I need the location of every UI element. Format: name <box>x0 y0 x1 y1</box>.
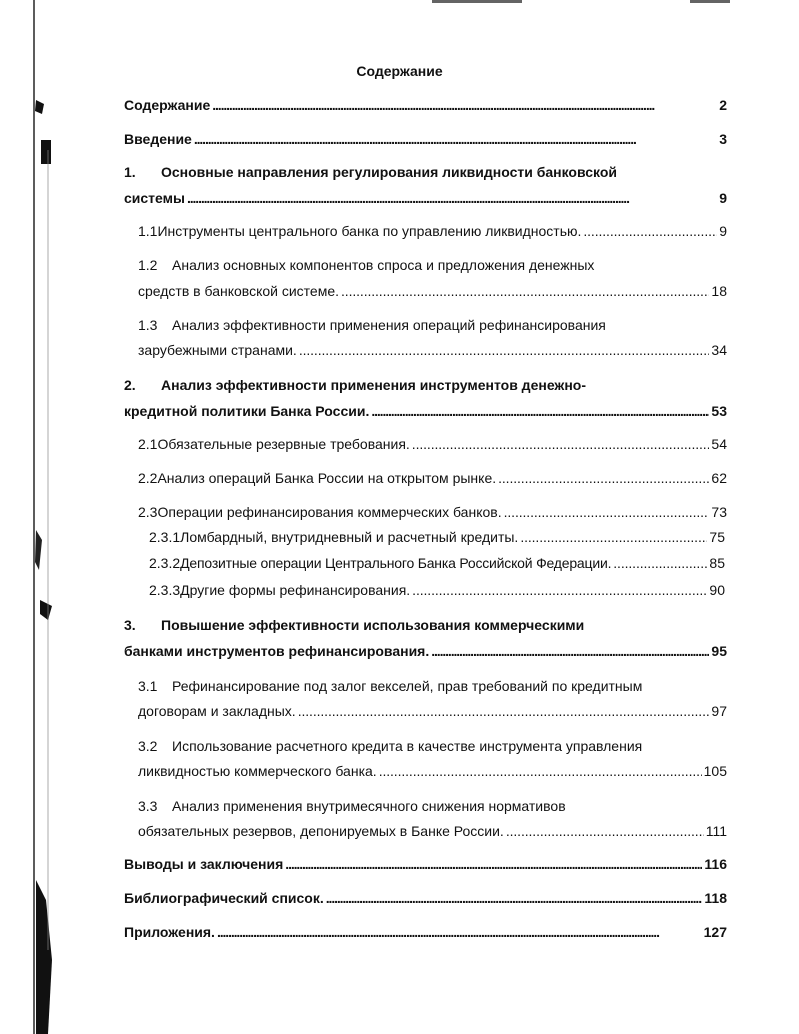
toc-entry-3-3-line1[interactable]: Анализ применения внутримесячного снижения нормативов <box>172 798 566 814</box>
leader-dots <box>285 855 702 873</box>
toc-entry-3-3-number: 3.3 <box>138 798 158 814</box>
toc-entry-text: Обязательные резервные требования. <box>157 436 410 452</box>
toc-page-number: 90 <box>709 582 725 598</box>
page-title: Содержание <box>356 63 443 79</box>
toc-page-number: 116 <box>704 856 727 872</box>
leader-dots <box>504 503 710 521</box>
scan-top-mark <box>432 0 522 3</box>
toc-entry-appendices[interactable] <box>124 923 727 941</box>
toc-entry-3-1[interactable] <box>138 702 727 720</box>
toc-entry-text: обязательных резервов, депонируемых в Банке России. <box>138 823 504 839</box>
toc-entry-3-2-number: 3.2 <box>138 738 158 754</box>
toc-entry-number: 2.3.1 <box>149 529 181 545</box>
toc-entry-1-2-number: 1.2 <box>138 257 158 273</box>
toc-entry-text: кредитной политики Банка России. <box>124 403 370 419</box>
leader-dots <box>194 130 717 148</box>
leader-dots <box>326 889 703 907</box>
toc-entry-3-1-line1[interactable]: Рефинансирование под залог векселей, прав требований по кредитным <box>172 678 643 694</box>
toc-page-number: 9 <box>719 223 727 239</box>
toc-entry-text: Инструменты центрального банка по управлению ликвидностью. <box>157 223 582 239</box>
toc-entry-3-3[interactable] <box>138 822 727 840</box>
toc-page-number: 111 <box>705 823 727 839</box>
toc-entry-text: Приложения. <box>124 924 215 940</box>
toc-page-number: 85 <box>709 555 725 571</box>
toc-entry-3-2-line1[interactable]: Использование расчетного кредита в качестве инструмента управления <box>172 738 643 754</box>
toc-entry-2-number: 2. <box>124 377 136 393</box>
toc-entry-text: Введение <box>124 131 192 147</box>
toc-entry-3-1-number: 3.1 <box>138 678 158 694</box>
toc-entry-2-line1[interactable]: Анализ эффективности применения инструментов денежно- <box>161 377 587 393</box>
toc-entry-2-3[interactable] <box>138 503 727 521</box>
toc-entry-1-3[interactable] <box>138 341 727 359</box>
toc-entry-1-1[interactable] <box>138 222 727 240</box>
toc-page-number: 2 <box>719 97 727 113</box>
toc-entry-number: 2.3.2 <box>149 555 181 571</box>
toc-entry-3-line1[interactable]: Повышение эффективности использования коммерческими <box>161 617 585 633</box>
toc-entry-text: ликвидностью коммерческого банка. <box>138 763 377 779</box>
toc-page-number: 73 <box>711 504 727 520</box>
toc-entry-2-3-1[interactable] <box>149 528 725 546</box>
toc-entry-contents[interactable] <box>124 96 727 114</box>
toc-entry-1-3-line1[interactable]: Анализ эффективности применения операций рефинансирования <box>172 317 606 333</box>
leader-dots <box>371 402 709 420</box>
toc-entry-text: Анализ операций Банка России на открытом рынке. <box>157 470 497 486</box>
toc-page-number: 18 <box>711 283 727 299</box>
toc-page-number: 9 <box>719 190 727 206</box>
leader-dots <box>341 282 709 300</box>
toc-page-number: 105 <box>703 763 727 779</box>
leader-dots <box>520 528 707 546</box>
toc-entry-2-3-2[interactable] <box>149 554 725 572</box>
leader-dots <box>506 822 704 840</box>
toc-entry-bibliography[interactable] <box>124 889 727 907</box>
toc-page-number: 3 <box>719 131 727 147</box>
toc-page-number: 62 <box>711 470 727 486</box>
leader-dots <box>187 189 717 207</box>
toc-entry-text: банками инструментов рефинансирования. <box>124 643 430 659</box>
toc-entry-2[interactable] <box>124 402 727 420</box>
scan-top-mark <box>690 0 730 3</box>
toc-entry-number: 1.1 <box>138 223 158 239</box>
toc-entry-text: Депозитные операции Центрального Банка Российской Федерации. <box>180 555 612 571</box>
toc-entry-number: 2.3 <box>138 504 158 520</box>
toc-entry-3[interactable] <box>124 642 727 660</box>
leader-dots <box>299 341 710 359</box>
toc-entry-1[interactable] <box>124 189 727 207</box>
toc-entry-text: системы <box>124 190 185 206</box>
toc-page-number: 118 <box>704 890 727 906</box>
toc-entry-text: средств в банковской системе. <box>138 283 340 299</box>
toc-entry-number: 2.1 <box>138 436 158 452</box>
toc-entry-2-1[interactable] <box>138 435 727 453</box>
scan-edge-artifacts <box>0 0 70 1034</box>
toc-entry-1-3-number: 1.3 <box>138 317 158 333</box>
leader-dots <box>613 554 707 572</box>
toc-entry-number: 2.3.3 <box>149 582 181 598</box>
leader-dots <box>217 923 702 941</box>
toc-page-number: 75 <box>709 529 725 545</box>
toc-entry-introduction[interactable] <box>124 130 727 148</box>
toc-entry-1-2-line1[interactable]: Анализ основных компонентов спроса и предложения денежных <box>172 257 595 273</box>
leader-dots <box>431 642 709 660</box>
toc-entry-text: Операции рефинансирования коммерческих банков. <box>157 504 502 520</box>
toc-entry-text: Библиографический список. <box>124 890 324 906</box>
toc-entry-text: Ломбардный, внутридневный и расчетный кредиты. <box>180 529 519 545</box>
toc-page-number: 53 <box>711 403 727 419</box>
toc-entry-text: Содержание <box>124 97 211 113</box>
toc-entry-1-line1[interactable]: Основные направления регулирования ликвидности банковской <box>161 164 618 180</box>
toc-page-number: 34 <box>711 342 727 358</box>
toc-entry-text: Выводы и заключения <box>124 856 284 872</box>
toc-page-number: 97 <box>711 703 727 719</box>
leader-dots <box>212 96 717 114</box>
toc-entry-text: договорам и закладных. <box>138 703 296 719</box>
toc-entry-text: Другие формы рефинансирования. <box>180 582 411 598</box>
toc-entry-number: 2.2 <box>138 470 158 486</box>
leader-dots <box>298 702 710 720</box>
toc-page-number: 127 <box>703 924 727 940</box>
toc-entry-text: зарубежными странами. <box>138 342 297 358</box>
leader-dots <box>412 581 707 599</box>
toc-page-number: 54 <box>711 436 727 452</box>
toc-entry-3-number: 3. <box>124 617 136 633</box>
leader-dots <box>379 762 702 780</box>
toc-entry-1-2[interactable] <box>138 282 727 300</box>
leader-dots <box>498 469 709 487</box>
toc-page-number: 95 <box>711 643 727 659</box>
leader-dots <box>412 435 710 453</box>
toc-entry-2-2[interactable] <box>138 469 727 487</box>
toc-entry-2-3-3[interactable] <box>149 581 725 599</box>
toc-entry-conclusions[interactable] <box>124 855 727 873</box>
toc-entry-1-number: 1. <box>124 164 136 180</box>
toc-entry-3-2[interactable] <box>138 762 727 780</box>
leader-dots <box>583 222 717 240</box>
